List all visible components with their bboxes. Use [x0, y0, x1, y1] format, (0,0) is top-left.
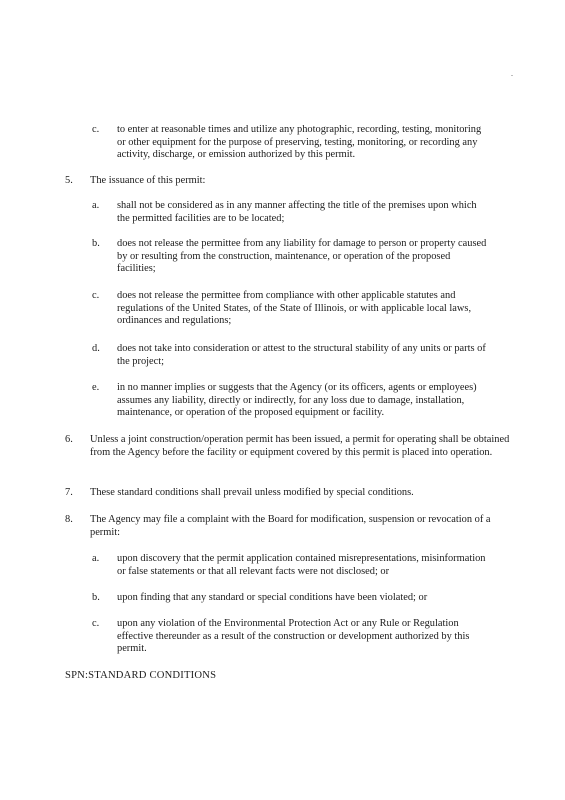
item-text: upon discovery that the permit application contained misrepresentations, misinformation or false statements or that all relevant facts were not disclosed; or [117, 553, 486, 577]
item-label: c. [92, 124, 100, 135]
item-text: upon finding that any standard or special conditions have been violated; or [117, 592, 428, 603]
item-label: c. [92, 290, 100, 301]
item-text: does not take into consideration or attest to the structural stability of any units or parts of the project; [117, 343, 486, 367]
item-text: shall not be considered as in any manner affecting the title of the premises upon which the permitted facilities are to be located; [117, 200, 477, 224]
footer-title: SPN:STANDARD CONDITIONS [65, 670, 217, 681]
item-text: These standard conditions shall prevail unless modified by special conditions. [90, 487, 414, 498]
item-label: 5. [65, 175, 73, 186]
item-text: Unless a joint construction/operation permit has been issued, a permit for operating shall be obtained from the Agency before the facility or equipment covered by this permit is placed into operation. [90, 434, 510, 458]
item-text: to enter at reasonable times and utilize any photographic, recording, testing, monitoring or other equipment for the purpose of preserving, testing, monitoring, or recording any activity, discharge, or emission authorized by this permit. [117, 124, 482, 161]
item-label: c. [92, 618, 100, 629]
item-text: upon any violation of the Environmental Protection Act or any Rule or Regulation effective thereunder as a result of the construction or development authorized by this permit. [117, 618, 470, 655]
item-label: 6. [65, 434, 73, 445]
item-text: The Agency may file a complaint with the Board for modification, suspension or revocation of a permit: [90, 514, 491, 538]
item-text: in no manner implies or suggests that the Agency (or its officers, agents or employees) assumes any liability, directly or indirectly, for any loss due to damage, installation, maintenance, or operation of the proposed equipment or facility. [117, 382, 477, 419]
item-text: does not release the permittee from compliance with other applicable statutes and regulations of the United States, of the State of Illinois, or with applicable local laws, ordinances and regulations; [117, 290, 472, 327]
item-label: b. [92, 238, 100, 249]
item-label: 7. [65, 487, 73, 498]
corner-mark: . [511, 69, 513, 78]
item-label: a. [92, 200, 100, 211]
item-label: d. [92, 343, 100, 354]
item-label: b. [92, 592, 100, 603]
item-label: e. [92, 382, 100, 393]
item-label: 8. [65, 514, 73, 525]
item-text: The issuance of this permit: [90, 175, 206, 186]
item-label: a. [92, 553, 100, 564]
item-text: does not release the permittee from any liability for damage to person or property caused by or resulting from the construction, maintenance, or operation of the proposed facilities; [117, 238, 487, 275]
